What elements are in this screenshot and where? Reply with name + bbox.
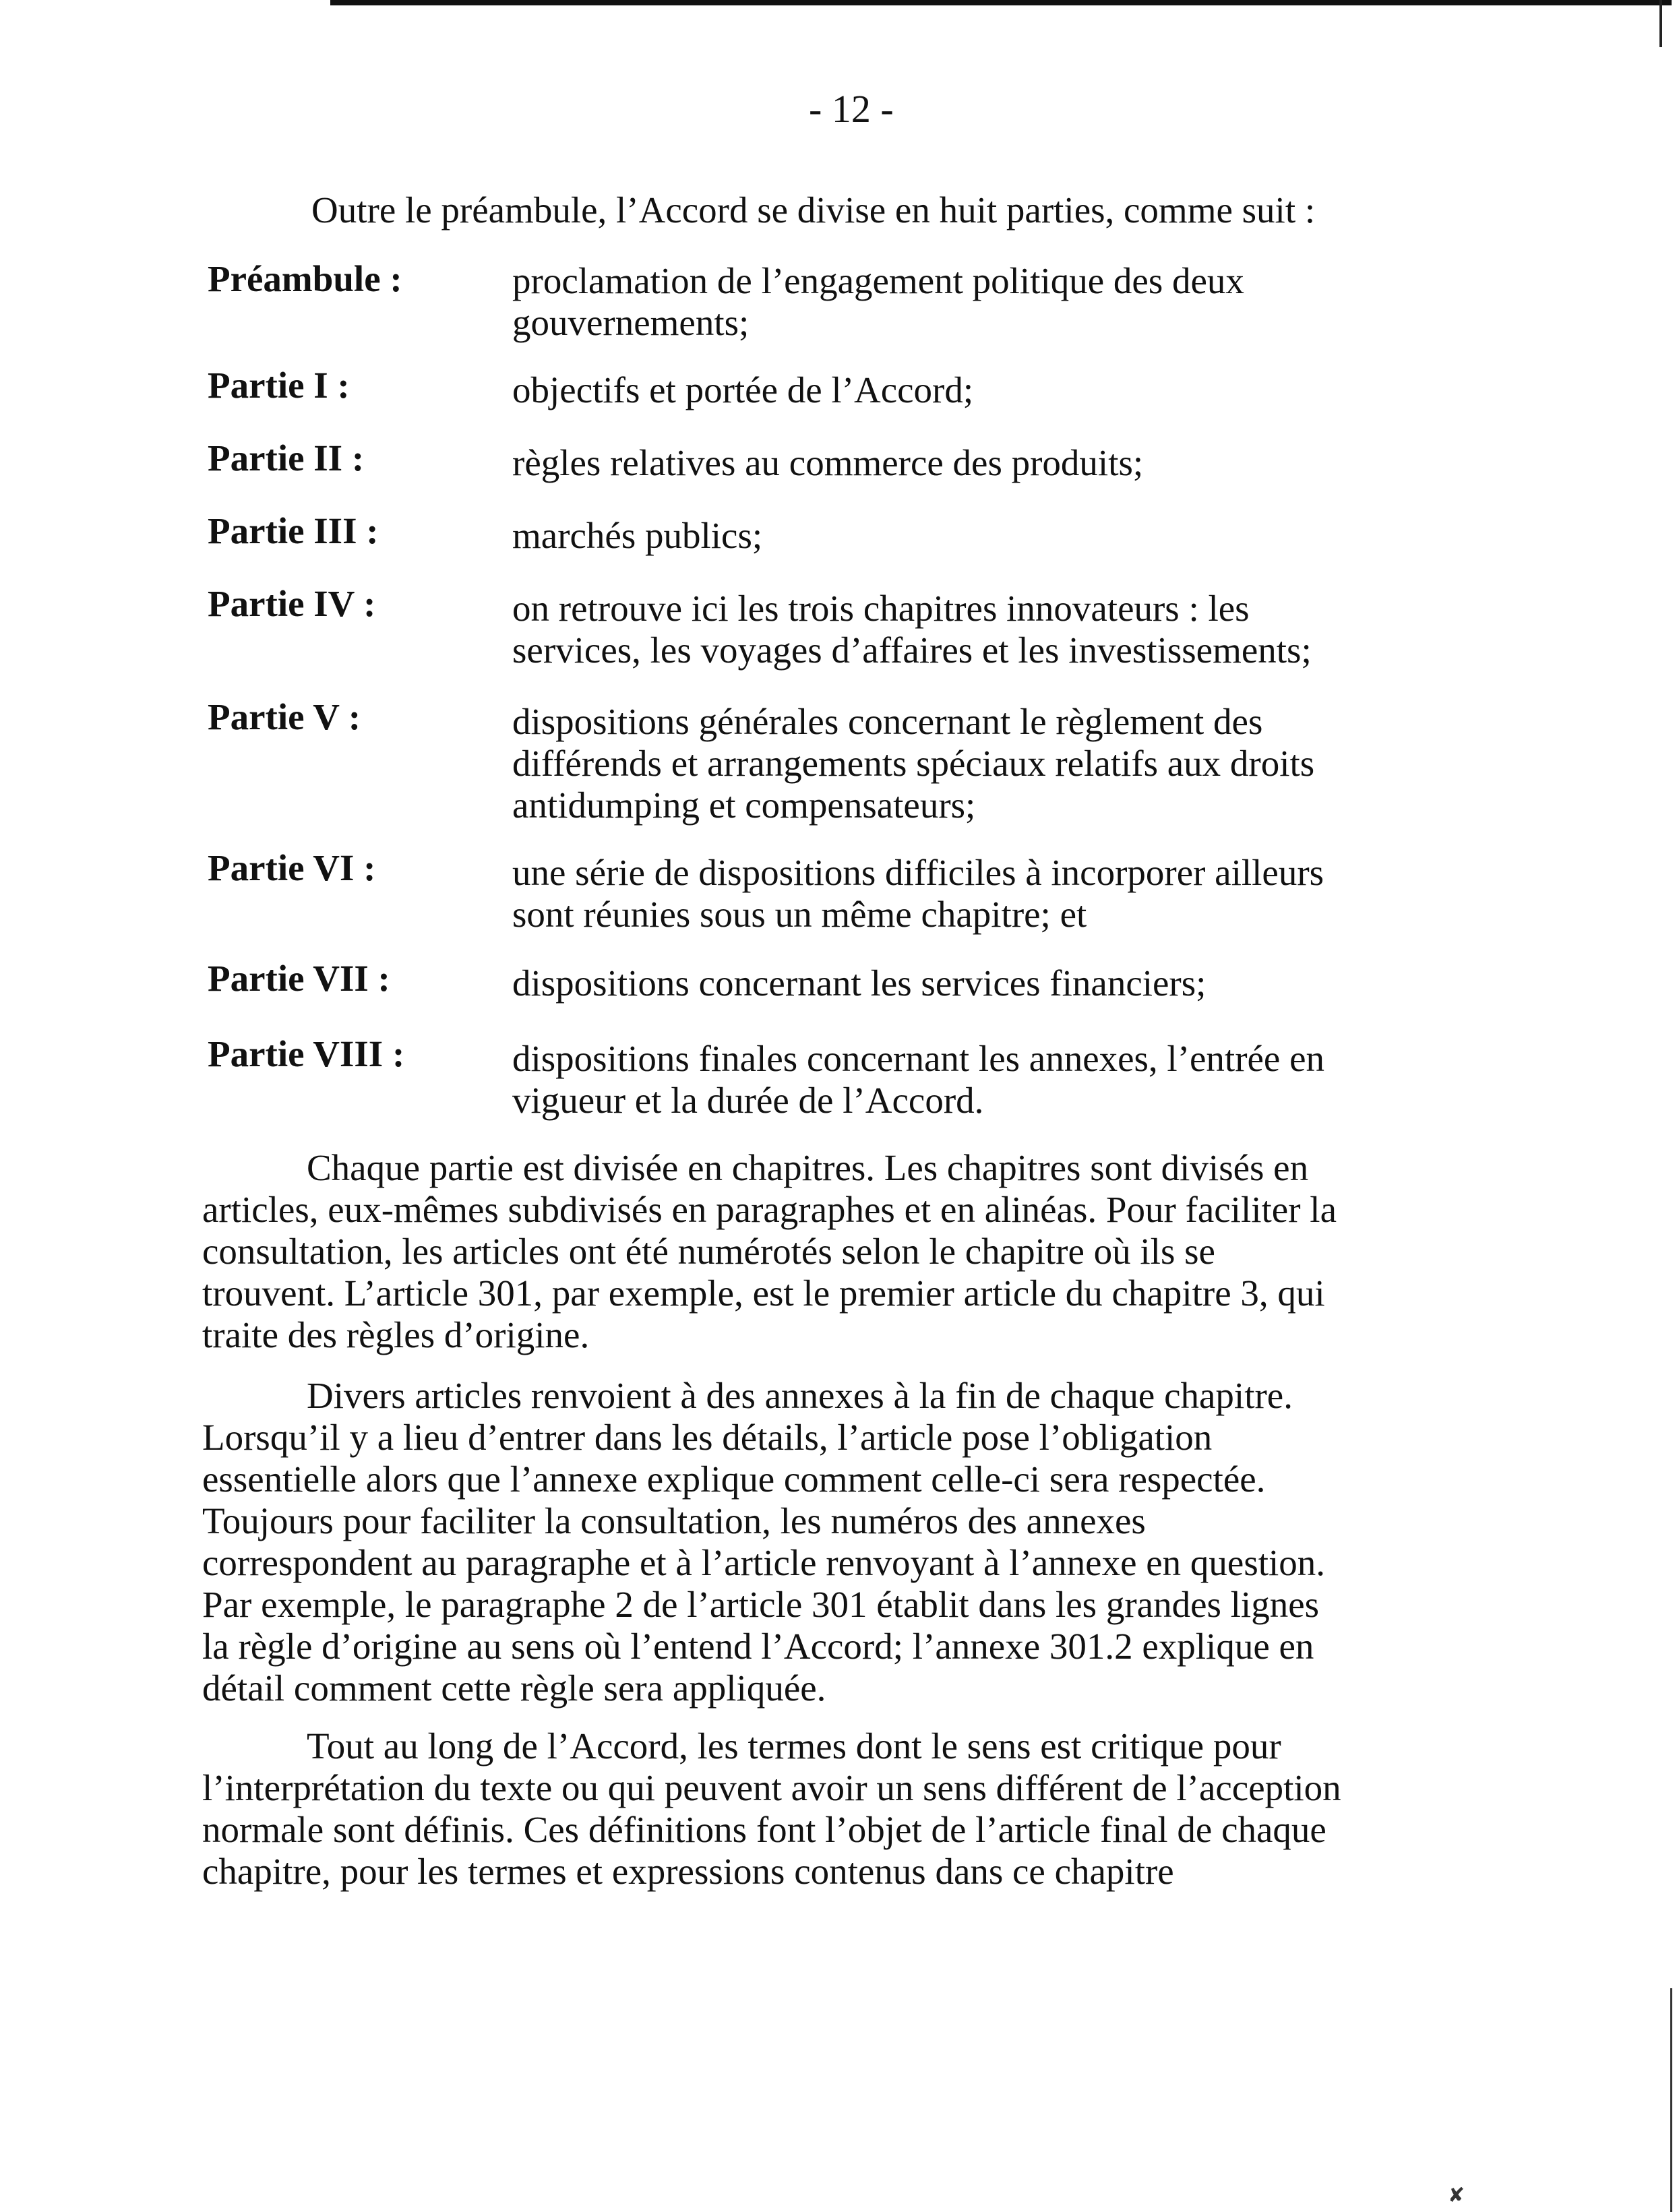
desc-line: différends et arrangements spéciaux relatifs aux droits bbox=[512, 743, 1315, 784]
paragraph-line: Tout au long de l’Accord, les termes dont le sens est critique pour bbox=[307, 1725, 1281, 1766]
part-desc-2 bbox=[512, 442, 1143, 484]
desc-line: objectifs et portée de l’Accord; bbox=[512, 369, 974, 410]
part-desc-4 bbox=[512, 588, 1312, 671]
paragraph-line: essentielle alors que l’annexe explique comment celle-ci sera respectée. bbox=[202, 1458, 1266, 1500]
paragraph-line: la règle d’origine au sens où l’entend l’Accord; l’annexe 301.2 explique en bbox=[202, 1626, 1314, 1667]
desc-line: règles relatives au commerce des produits; bbox=[512, 442, 1144, 483]
paragraph-line: Toujours pour faciliter la consultation, les numéros des annexes bbox=[202, 1500, 1146, 1541]
body-paragraph-3 bbox=[202, 1725, 1341, 1893]
part-desc-8 bbox=[512, 1038, 1324, 1122]
paragraph-line: Chaque partie est divisée en chapitres. Les chapitres sont divisés en bbox=[307, 1147, 1309, 1188]
paragraph-line: Par exemple, le paragraphe 2 de l’article 301 établit dans les grandes lignes bbox=[202, 1584, 1320, 1625]
part-desc-preambule bbox=[512, 260, 1244, 344]
desc-line: marchés publics; bbox=[512, 515, 763, 556]
desc-line: vigueur et la durée de l’Accord. bbox=[512, 1080, 984, 1121]
paragraph-line: articles, eux-mêmes subdivisés en paragraphes et en alinéas. Pour faciliter la bbox=[202, 1189, 1337, 1230]
top-scan-rule bbox=[330, 0, 1672, 5]
part-label-7: Partie VII : bbox=[208, 958, 390, 999]
right-edge-mark bbox=[1670, 1988, 1672, 2212]
part-label-2: Partie II : bbox=[208, 437, 365, 479]
desc-line: dispositions générales concernant le règlement des bbox=[512, 701, 1263, 742]
desc-line: services, les voyages d’affaires et les investissements; bbox=[512, 629, 1312, 671]
part-desc-3 bbox=[512, 515, 762, 557]
part-desc-7 bbox=[512, 962, 1206, 1004]
intro-sentence: Outre le préambule, l’Accord se divise en huit parties, comme suit : bbox=[311, 189, 1316, 231]
right-scan-mark bbox=[1659, 0, 1662, 47]
paragraph-line: normale sont définis. Ces définitions font l’objet de l’article final de chaque bbox=[202, 1809, 1326, 1850]
desc-line: proclamation de l’engagement politique des deux bbox=[512, 260, 1244, 301]
part-label-8: Partie VIII : bbox=[208, 1033, 405, 1074]
paragraph-line: Lorsqu’il y a lieu d’entrer dans les détails, l’article pose l’obligation bbox=[202, 1417, 1213, 1458]
part-label-5: Partie V : bbox=[208, 696, 361, 737]
desc-line: sont réunies sous un même chapitre; et bbox=[512, 894, 1087, 935]
stray-mark: ✘ bbox=[1448, 2184, 1465, 2207]
paragraph-line: détail comment cette règle sera appliquée. bbox=[202, 1667, 826, 1709]
paragraph-line: traite des règles d’origine. bbox=[202, 1314, 590, 1355]
page-number: - 12 - bbox=[809, 87, 894, 131]
desc-line: on retrouve ici les trois chapitres innovateurs : les bbox=[512, 588, 1250, 629]
desc-line: dispositions finales concernant les annexes, l’entrée en bbox=[512, 1038, 1325, 1079]
desc-line: gouvernements; bbox=[512, 302, 750, 343]
part-label-preambule: Préambule : bbox=[208, 258, 402, 299]
part-desc-1 bbox=[512, 369, 973, 411]
part-label-3: Partie III : bbox=[208, 510, 379, 551]
part-desc-6 bbox=[512, 852, 1324, 935]
body-paragraph-1 bbox=[202, 1147, 1337, 1356]
paragraph-line: chapitre, pour les termes et expressions contenus dans ce chapitre bbox=[202, 1851, 1174, 1892]
paragraph-line: trouvent. L’article 301, par exemple, est le premier article du chapitre 3, qui bbox=[202, 1272, 1325, 1314]
paragraph-line: correspondent au paragraphe et à l’article renvoyant à l’annexe en question. bbox=[202, 1542, 1326, 1583]
part-label-6: Partie VI : bbox=[208, 847, 376, 888]
part-label-1: Partie I : bbox=[208, 365, 350, 406]
paragraph-line: l’interprétation du texte ou qui peuvent avoir un sens différent de l’acception bbox=[202, 1767, 1341, 1808]
desc-line: antidumping et compensateurs; bbox=[512, 785, 976, 826]
paragraph-line: consultation, les articles ont été numérotés selon le chapitre où ils se bbox=[202, 1231, 1215, 1272]
part-desc-5 bbox=[512, 701, 1314, 826]
desc-line: dispositions concernant les services financiers; bbox=[512, 962, 1207, 1004]
part-label-4: Partie IV : bbox=[208, 583, 376, 624]
paragraph-line: Divers articles renvoient à des annexes à la fin de chaque chapitre. bbox=[307, 1375, 1293, 1416]
desc-line: une série de dispositions difficiles à incorporer ailleurs bbox=[512, 852, 1324, 893]
body-paragraph-2 bbox=[202, 1375, 1325, 1709]
